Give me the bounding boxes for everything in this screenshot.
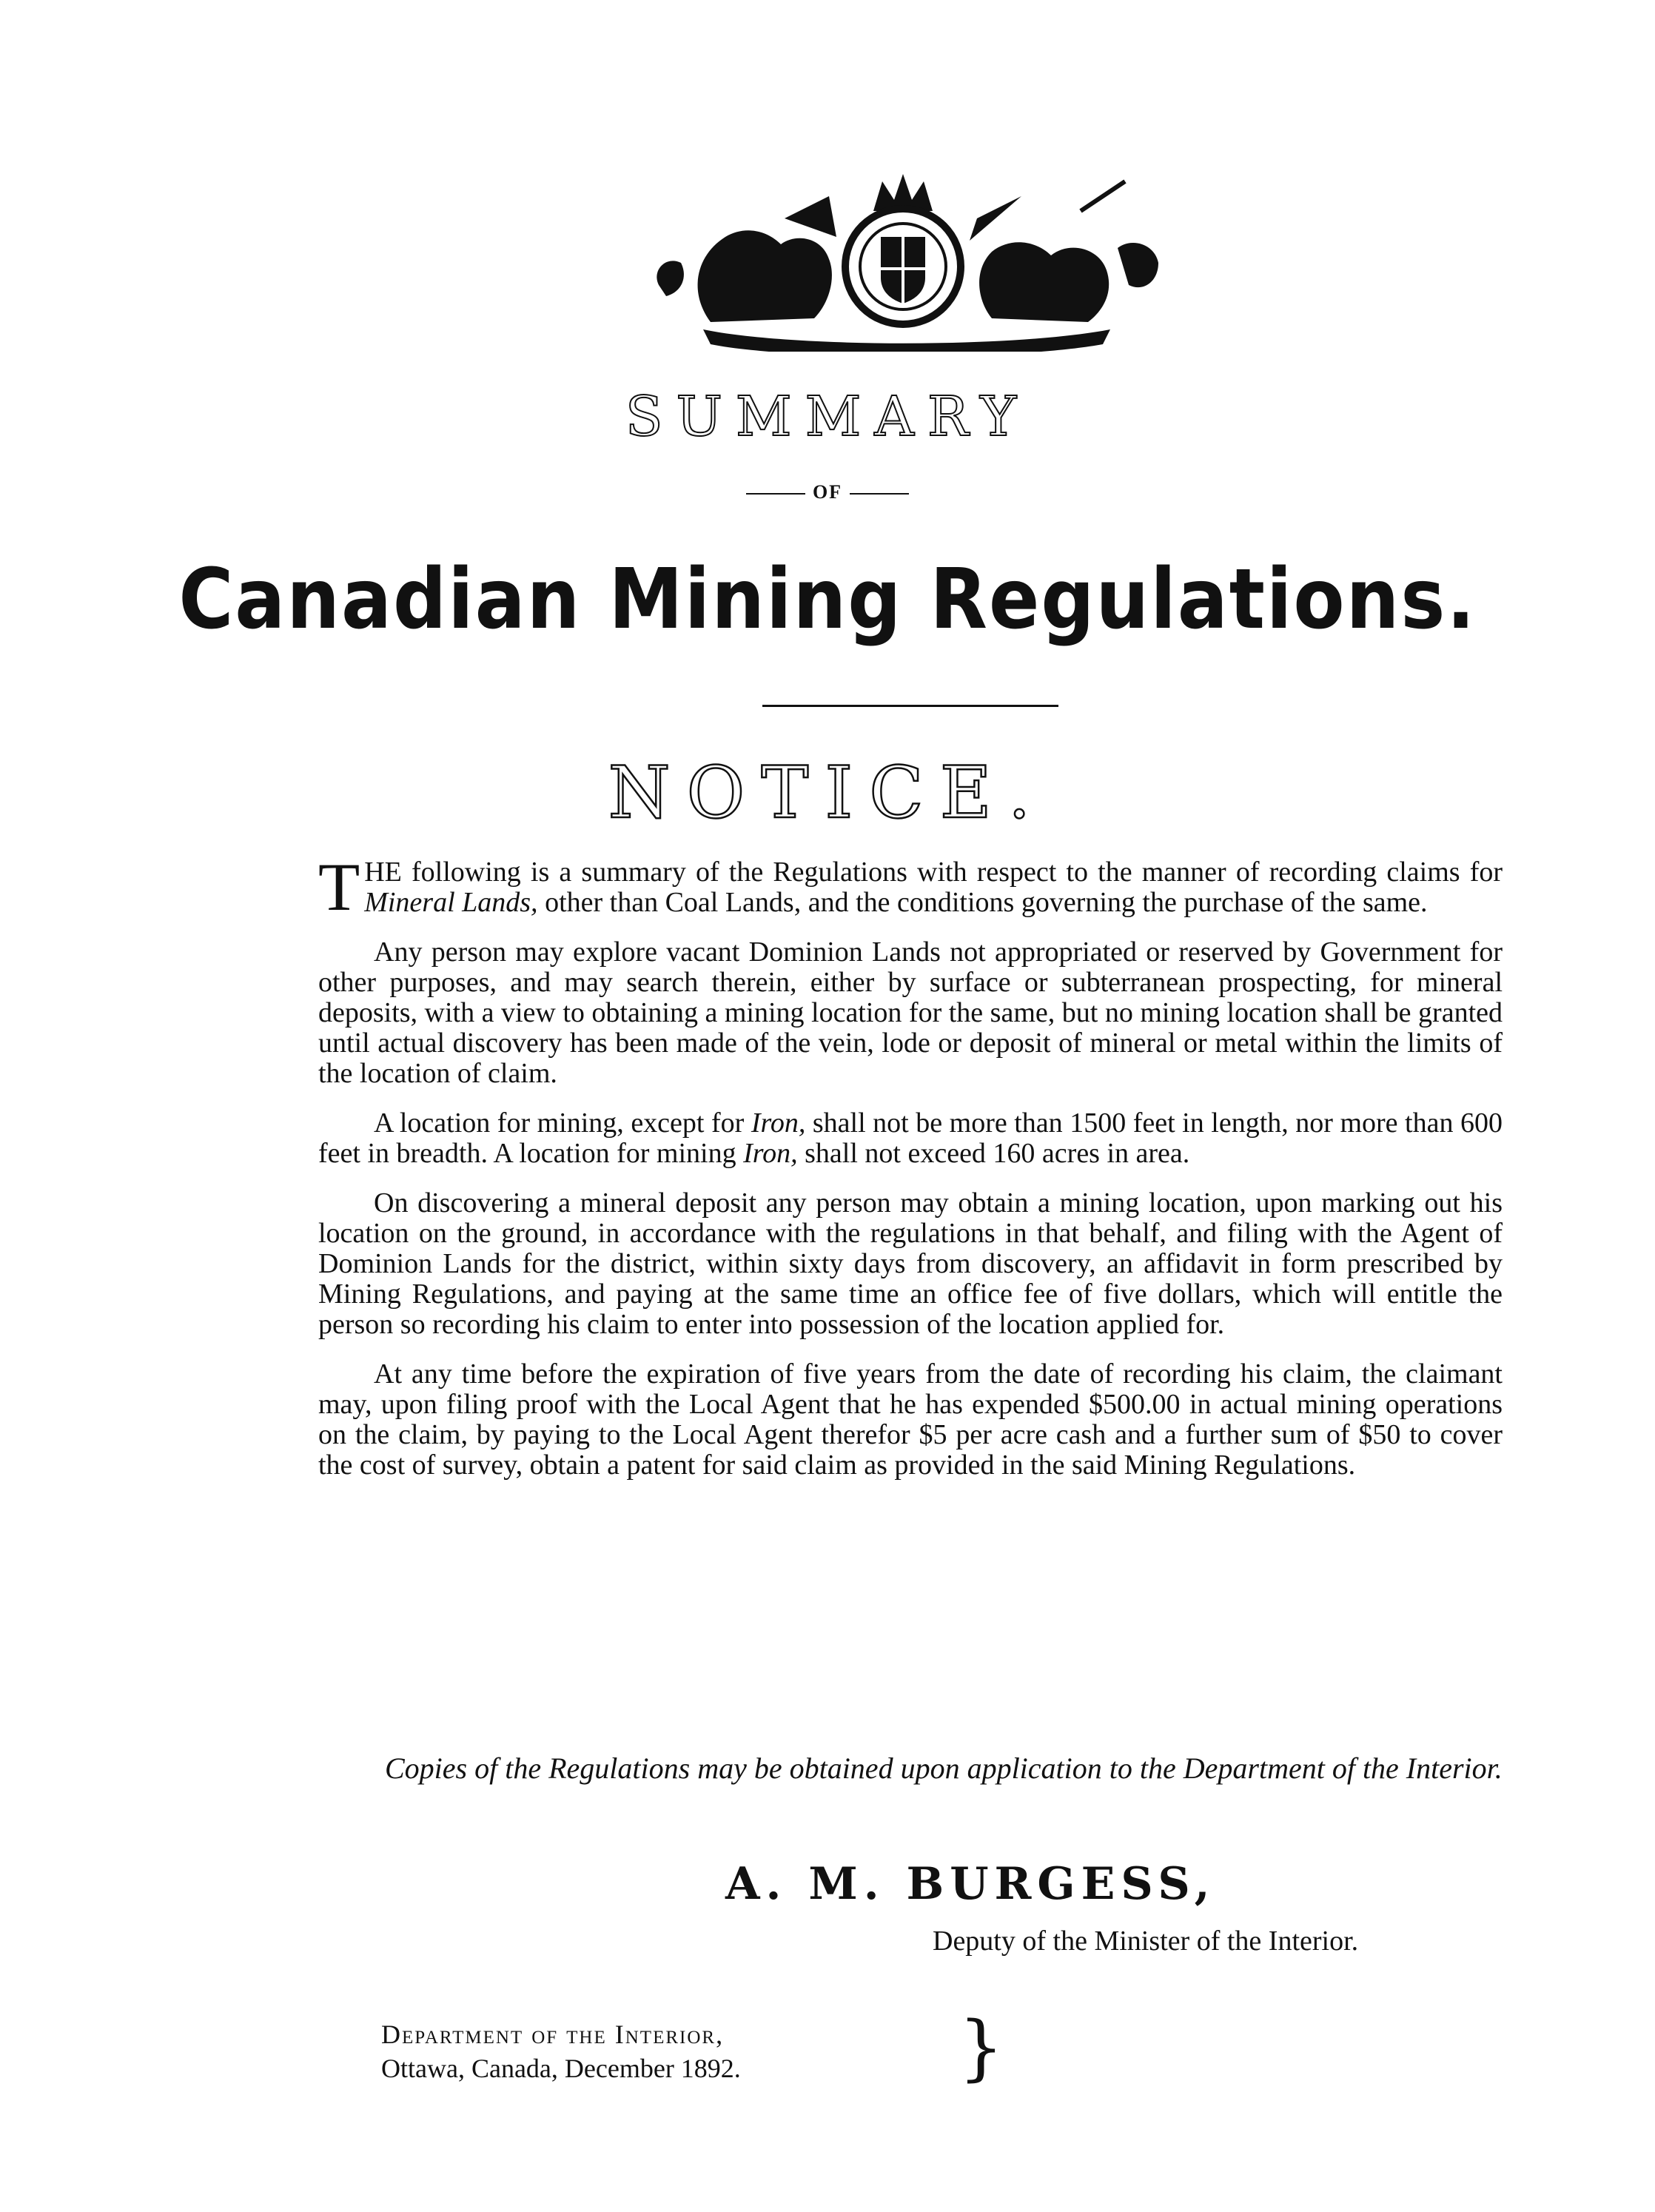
location-size-text-c: shall not exceed 160 acres in area. — [797, 1138, 1190, 1169]
mineral-lands-term: Mineral Lands, — [364, 887, 538, 918]
copies-note: Copies of the Regulations may be obtained upon application to the Department of the Interior. — [385, 1752, 1503, 1785]
paragraph-intro-text: HE following is a summary of the Regulations with respect to the manner of recording claims for — [364, 857, 1503, 888]
notice-body — [318, 849, 1503, 1500]
drop-cap: T — [318, 849, 360, 925]
signatory-name: A. M. BURGESS, — [725, 1858, 1216, 1910]
address-brace: } — [959, 2006, 1004, 2089]
paragraph-discovery: On discovering a mineral deposit any person may obtain a mining location, upon marking out his location on the ground, in accordance with the regulations in that behalf, and filing with the Agent of Dominion Lands for the district, within sixty days from discovery, an affidavit in form prescribed by Mining Regulations, and paying at the same time an office fee of five dollars, which will entitle the person so recording his claim to enter into possession of the location applied for. — [318, 1187, 1503, 1340]
of-rule-right — [850, 493, 909, 495]
heading-notice: NOTICE. — [608, 751, 1047, 834]
place-date-line: Ottawa, Canada, December 1892. — [381, 2054, 741, 2083]
royal-coat-of-arms-icon — [607, 167, 1199, 352]
paragraph-intro — [318, 849, 1503, 925]
department-line: Department of the Interior, — [381, 2020, 725, 2049]
of-label: OF — [812, 481, 843, 503]
of-rule-left — [746, 493, 805, 495]
document-title: Canadian Mining Regulations. — [178, 552, 1477, 648]
heading-summary: SUMMARY — [625, 385, 1030, 449]
signatory-title: Deputy of the Minister of the Interior. — [933, 1926, 1359, 1957]
title-divider — [762, 705, 1058, 707]
iron-term-2: Iron, — [743, 1138, 798, 1169]
paragraph-patent: At any time before the expiration of five years from the date of recording his claim, the claimant may, upon filing proof with the Local Agent that he has expended $500.00 in actual mining operations on the claim, by paying to the Local Agent therefor $5 per acre cash and a further sum of $50 to cover the cost of survey, obtain a patent for said claim as provided in the said Mining Regulations. — [318, 1358, 1503, 1481]
heading-of — [0, 481, 1655, 503]
paragraph-intro-end: other than Coal Lands, and the conditions governing the purchase of the same. — [537, 887, 1428, 918]
department-address — [381, 2017, 741, 2085]
iron-term-1: Iron, — [751, 1107, 806, 1139]
location-size-text-b: shall not be more than 1500 feet in length, nor more than 600 feet in breadth. A location for mining — [318, 1107, 1503, 1169]
location-size-text-a: A location for mining, except for — [374, 1107, 751, 1139]
paragraph-location-size — [318, 1108, 1503, 1169]
paragraph-exploration: Any person may explore vacant Dominion Lands not appropriated or reserved by Government for other purposes, and may search therein, either by surface or subterranean prospecting, for mineral deposits, with a view to obtaining a mining location for the same, but no mining location shall be granted until actual discovery has been made of the vein, lode or deposit of mineral or metal within the limits of the location of claim. — [318, 936, 1503, 1089]
